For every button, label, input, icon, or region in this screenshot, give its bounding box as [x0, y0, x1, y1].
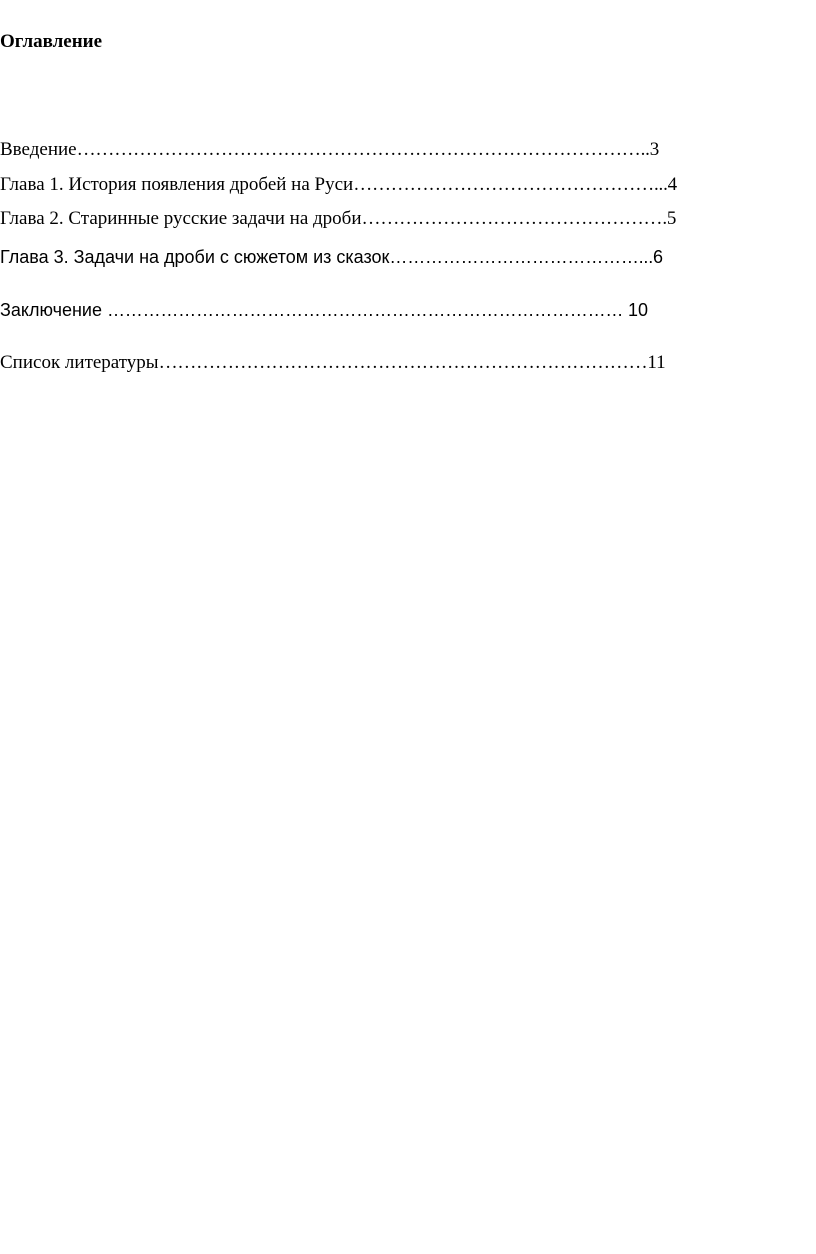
toc-entry-leader: ……………………………………………………………………	[158, 352, 648, 373]
toc-entry-chapter-2[interactable]	[0, 207, 676, 231]
toc-entry-leader: ………………………………………………………………………………..	[76, 139, 650, 160]
toc-entry-chapter-1[interactable]	[0, 173, 677, 197]
toc-entry-text: Глава 2. Старинные русские задачи на дроби	[0, 208, 362, 229]
toc-entry-page: 6	[653, 247, 664, 267]
toc-entry-page: 11	[647, 352, 666, 373]
toc-entry-introduction[interactable]	[0, 138, 659, 162]
toc-entry-leader: ………………………………………….	[361, 208, 667, 229]
toc-entry-page: 3	[649, 139, 660, 160]
toc-entry-leader: …………………………………………...	[353, 174, 668, 195]
toc-entry-conclusion[interactable]	[0, 298, 648, 322]
toc-entry-text: Глава 1. История появления дробей на Руси	[0, 174, 354, 195]
toc-title: Оглавление	[0, 31, 103, 52]
toc-entry-page: 4	[667, 174, 678, 195]
toc-entry-leader: ……………………………………...	[389, 247, 654, 267]
toc-entry-page: 10	[627, 300, 649, 320]
toc-entry-leader: ……………………………………………………………………………	[106, 300, 628, 320]
toc-entry-text: Список литературы	[0, 352, 159, 373]
toc-entry-page: 5	[666, 208, 677, 229]
toc-entry-text: Введение	[0, 139, 77, 160]
toc-entry-text: Заключение	[0, 300, 107, 320]
toc-entry-references[interactable]	[0, 351, 666, 375]
toc-entry-text: Глава 3. Задачи на дроби с сюжетом из сказок	[0, 247, 390, 267]
toc-entry-chapter-3[interactable]	[0, 245, 663, 269]
